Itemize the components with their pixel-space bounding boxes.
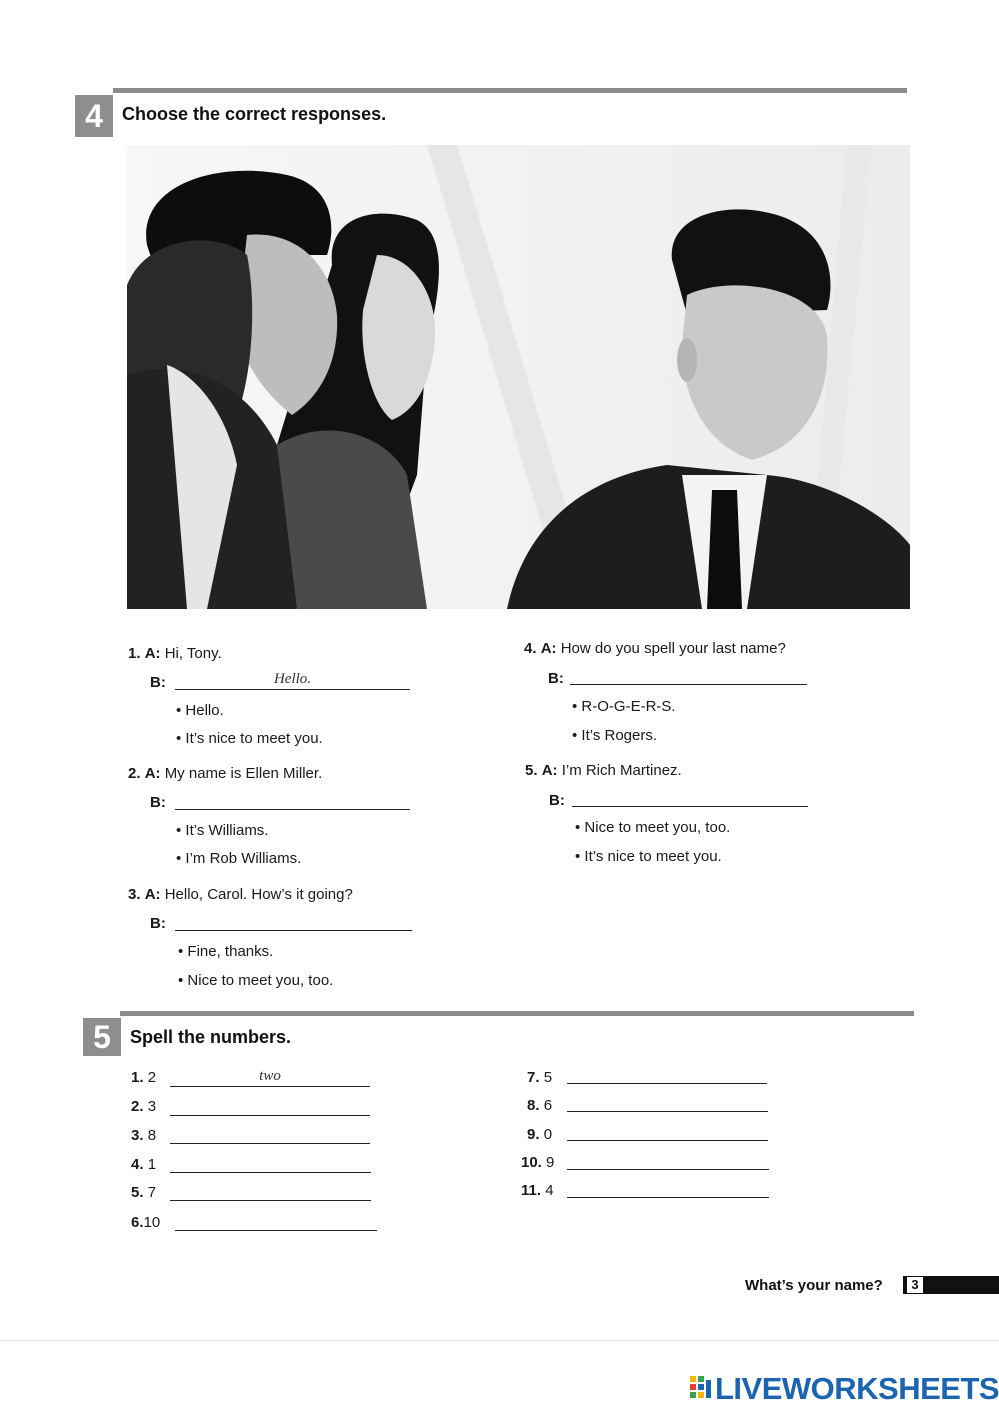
ex5-item-1 [131, 1068, 156, 1088]
item-digit: 2 [147, 1069, 157, 1086]
ex4-item-4 [524, 639, 786, 659]
speaker-a-label: A: [540, 640, 557, 657]
item-digit: 8 [147, 1127, 157, 1144]
speaker-a-text: Hello, Carol. How’s it going? [164, 886, 353, 903]
speaker-a-label: A: [144, 645, 161, 662]
number-line-11[interactable] [567, 1177, 769, 1198]
ex5-item-9 [527, 1125, 552, 1145]
item-digit: 1 [147, 1156, 157, 1173]
section-4-badge: 4 [75, 95, 113, 137]
ex5-item-2 [131, 1097, 156, 1117]
section-4-rule [113, 88, 907, 93]
option-3a[interactable]: • Fine, thanks. [178, 943, 274, 960]
speaker-b-label: B: [548, 670, 564, 687]
speaker-b-label: B: [150, 794, 166, 811]
item-digit: 4 [545, 1182, 554, 1199]
speaker-b-label: B: [150, 674, 166, 691]
number-line-7[interactable] [567, 1063, 767, 1084]
item-digit: 3 [147, 1098, 157, 1115]
liveworksheets-logo-text[interactable]: LIVEWORKSHEETS [715, 1371, 999, 1406]
item-number: 8. [527, 1097, 540, 1114]
section-5-rule [120, 1011, 914, 1016]
item-number: 5. [131, 1184, 144, 1201]
option-2b[interactable]: • I’m Rob Williams. [176, 850, 302, 867]
item-digit: 5 [543, 1069, 553, 1086]
option-1b[interactable]: • It’s nice to meet you. [176, 730, 323, 747]
item-number: 9. [527, 1126, 540, 1143]
number-line-10[interactable] [567, 1149, 769, 1170]
item-number: 3. [128, 886, 141, 903]
option-2a[interactable]: • It’s Williams. [176, 822, 269, 839]
answer-line-4[interactable] [570, 664, 807, 685]
business-people-photo [127, 145, 910, 609]
answer-line-5[interactable] [572, 786, 808, 807]
item-digit: 7 [147, 1184, 157, 1201]
item-digit: 10 [143, 1214, 161, 1231]
item-number: 11. [521, 1182, 542, 1199]
answer-line-3[interactable] [175, 910, 412, 931]
ex5-item-5 [131, 1183, 156, 1203]
item-number: 1. [131, 1069, 144, 1086]
item-digit: 9 [546, 1154, 555, 1171]
ex5-item-11 [521, 1181, 554, 1201]
ex5-item-7 [527, 1068, 552, 1088]
item-number: 10. [521, 1154, 542, 1171]
item-number: 3. [131, 1127, 144, 1144]
item-number: 2. [131, 1098, 144, 1115]
item-number: 2. [128, 765, 141, 782]
ex4-item-5 [525, 761, 682, 781]
footer-unit-title: What’s your name? [745, 1277, 883, 1294]
speaker-b-label: B: [549, 792, 565, 809]
option-3b[interactable]: • Nice to meet you, too. [178, 972, 334, 989]
liveworksheets-logo-icon [690, 1376, 712, 1402]
item-number: 4. [524, 640, 537, 657]
option-1a[interactable]: • Hello. [176, 702, 224, 719]
section-4-title: Choose the correct responses. [122, 104, 387, 124]
ex5-item-4 [131, 1155, 156, 1175]
section-5-title: Spell the numbers. [130, 1027, 292, 1047]
ex4-item-2 [128, 764, 322, 784]
ex5-item-10 [521, 1153, 554, 1173]
number-line-3[interactable] [170, 1123, 370, 1144]
number-line-4[interactable] [170, 1152, 371, 1173]
speaker-a-text: Hi, Tony. [164, 645, 222, 662]
number-line-2[interactable] [170, 1095, 370, 1116]
answer-line-1[interactable]: Hello. [175, 669, 410, 690]
speaker-a-text: How do you spell your last name? [560, 640, 786, 657]
answer-line-2[interactable] [175, 789, 410, 810]
page-number: 3 [907, 1277, 923, 1293]
option-5b[interactable]: • It’s nice to meet you. [575, 848, 722, 865]
ex4-item-3 [128, 885, 353, 905]
section-5-badge: 5 [83, 1018, 121, 1056]
option-4b[interactable]: • It’s Rogers. [572, 727, 658, 744]
ex5-item-6 [131, 1213, 160, 1233]
footer-divider [0, 1340, 999, 1341]
speaker-a-label: A: [144, 886, 161, 903]
speaker-a-text: My name is Ellen Miller. [164, 765, 323, 782]
number-line-1[interactable]: two [170, 1066, 370, 1087]
item-digit: 6 [543, 1097, 553, 1114]
ex5-item-3 [131, 1126, 156, 1146]
number-line-9[interactable] [567, 1120, 768, 1141]
ex4-item-1 [128, 644, 222, 664]
item-number: 6. [131, 1214, 144, 1231]
speaker-a-text: I’m Rich Martinez. [561, 762, 682, 779]
option-5a[interactable]: • Nice to meet you, too. [575, 819, 731, 836]
item-number: 7. [527, 1069, 540, 1086]
number-line-6[interactable] [175, 1210, 377, 1231]
ex5-item-8 [527, 1096, 552, 1116]
item-number: 1. [128, 645, 141, 662]
option-4a[interactable]: • R-O-G-E-R-S. [572, 698, 676, 715]
item-digit: 0 [543, 1126, 553, 1143]
number-line-5[interactable] [170, 1180, 371, 1201]
item-number: 5. [525, 762, 538, 779]
number-line-8[interactable] [567, 1091, 768, 1112]
speaker-a-label: A: [541, 762, 558, 779]
speaker-a-label: A: [144, 765, 161, 782]
item-number: 4. [131, 1156, 144, 1173]
speaker-b-label: B: [150, 915, 166, 932]
